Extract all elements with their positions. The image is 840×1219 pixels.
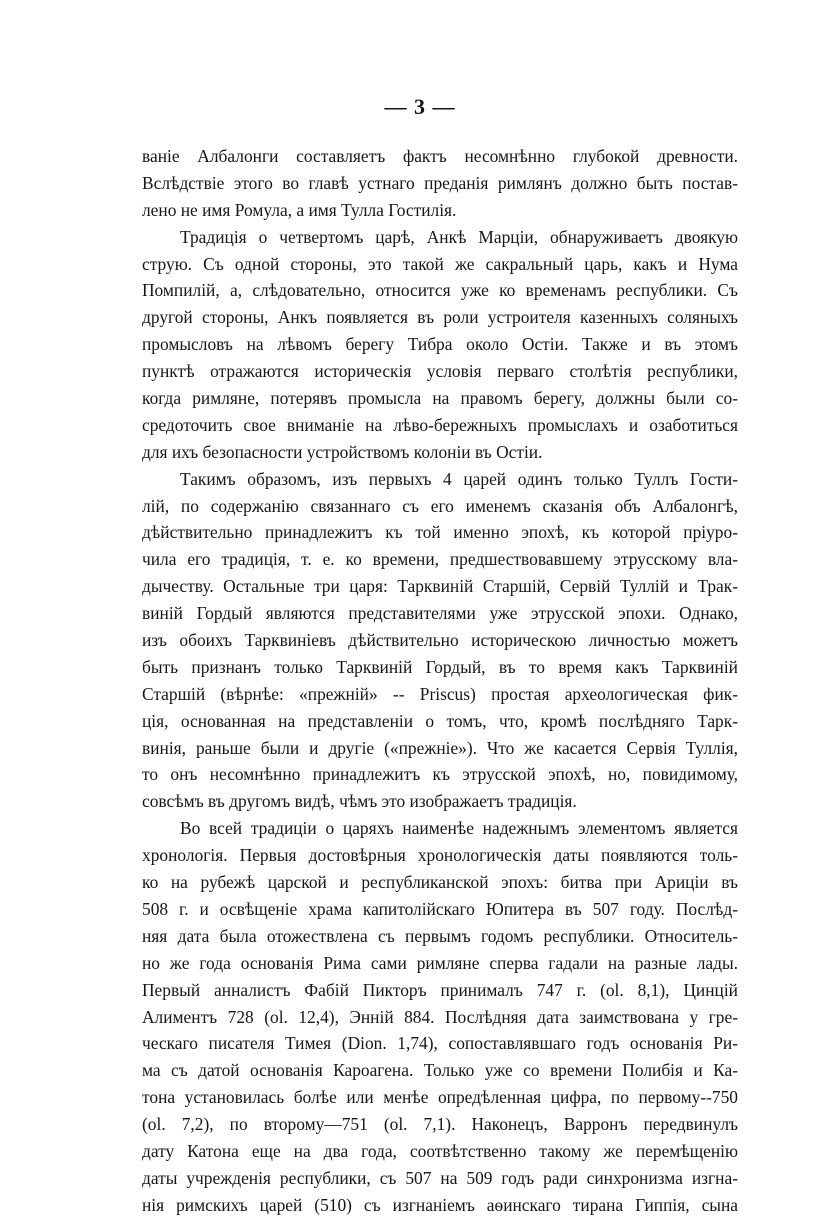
text-line: няя дата была отожествлена съ первымъ годомъ республики. Относитель-: [142, 925, 738, 946]
text-line: дату Катона еще на два года, соотвѣтственно такому же перемѣщенію: [142, 1140, 738, 1161]
text-line: ція, основанная на представленіи о томъ, что, кромѣ послѣдняго Тарк-: [142, 710, 738, 731]
text-line: лено не имя Ромула, а имя Тулла Гостилія.: [142, 199, 457, 220]
text-line: винія, раньше были и другіе («прежніе»). Что же касается Сервія Туллія,: [142, 737, 738, 758]
text-line: быть признанъ только Тарквиній Гордый, въ то время какъ Тарквиній: [142, 656, 738, 677]
text-line: промысловъ на лѣвомъ берегу Тибра около Остіи. Также и въ этомъ: [142, 334, 738, 355]
text-line: 508 г. и освѣщеніе храма капитолійскаго Юпитера въ 507 году. Послѣд-: [142, 898, 738, 919]
text-line: изъ обоихъ Тарквиніевъ дѣйствительно историческою личностью можетъ: [142, 630, 738, 651]
text-line: виній Гордый являются представителями уже этрусской эпохи. Однако,: [142, 603, 738, 624]
text-line: Первый анналистъ Фабій Пикторъ принималъ 747 г. (ol. 8,1), Цинцій: [142, 979, 738, 1000]
text-line: то онъ несомнѣнно принадлежитъ къ этрусской эпохѣ, но, повидимому,: [142, 764, 738, 785]
text-line: хронологія. Первыя достовѣрныя хронологическія даты появляются толь-: [142, 845, 738, 866]
text-line: нія римскихъ царей (510) съ изгнаніемъ аѳинскаго тирана Гиппія, сына: [142, 1194, 738, 1215]
text-line: лій, по содержанію связаннаго съ его именемъ сказанія объ Албалонгѣ,: [142, 495, 738, 516]
text-line: струю. Съ одной стороны, это такой же сакральный царь, какъ и Нума: [142, 253, 738, 274]
text-line: ко на рубежѣ царской и республиканской эпохъ: битва при Ариціи въ: [142, 872, 738, 893]
text-line: даты учрежденія республики, съ 507 на 509 годъ ради синхронизма изгна-: [142, 1167, 738, 1188]
text-line: но же года основанія Рима сами римляне сперва гадали на разные лады.: [142, 952, 738, 973]
text-line: Помпилій, а, слѣдовательно, относится уже ко временамъ республики. Съ: [142, 280, 738, 301]
text-line: ческаго писателя Тимея (Dion. 1,74), сопоставлявшаго годъ основанія Ри-: [142, 1033, 738, 1054]
text-line: пунктѣ отражаются историческія условія перваго столѣтія республики,: [142, 361, 738, 382]
text-line: (ol. 7,2), по второму—751 (ol. 7,1). Наконецъ, Варронъ передвинулъ: [142, 1114, 738, 1135]
text-line: для ихъ безопасности устройствомъ колоніи въ Остіи.: [142, 441, 543, 462]
text-line: Старшій (вѣрнѣе: «прежній» -- Priscus) простая археологическая фик-: [142, 683, 738, 704]
paragraph-start-line: Такимъ образомъ, изъ первыхъ 4 царей одинъ только Туллъ Гости-: [180, 468, 738, 489]
text-line: Алиментъ 728 (ol. 12,4), Энній 884. Послѣдняя дата заимствована у гре-: [142, 1006, 738, 1027]
text-line: чила его традиція, т. е. ко времени, предшествовавшему этрусскому вла-: [142, 549, 738, 570]
text-line: средоточить свое вниманіе на лѣво-бережныхъ промыслахъ и озаботиться: [142, 414, 738, 435]
text-line: Вслѣдствіе этого во главѣ устнаго преданія римлянъ должно быть постав-: [142, 172, 738, 193]
paragraph-start-line: Традиція о четвертомъ царѣ, Анкѣ Марціи, обнаруживаетъ двоякую: [180, 226, 738, 247]
text-line: ма съ датой основанія Кароагена. Только уже со времени Полибія и Ка-: [142, 1060, 738, 1081]
text-line: ваніе Албалонги составляетъ фактъ несомнѣнно глубокой древности.: [142, 146, 738, 166]
text-line: дѣйствительно принадлежитъ къ той именно эпохѣ, къ которой пріуро-: [142, 522, 738, 543]
text-line: дычеству. Остальные три царя: Тарквиній Старшій, Сервій Туллій и Трак-: [142, 576, 738, 597]
paragraph-start-line: Во всей традиціи о царяхъ наименѣе надежнымъ элементомъ является: [180, 818, 738, 839]
body-text: [142, 143, 738, 1219]
page-number: — 3 —: [384, 94, 456, 119]
text-line: когда римляне, потерявъ промысла на правомъ берегу, должны были со-: [142, 388, 738, 409]
text-line: совсѣмъ въ другомъ видѣ, чѣмъ это изображаетъ традиція.: [142, 791, 577, 812]
text-line: другой стороны, Анкъ появляется въ роли устроителя казенныхъ соляныхъ: [142, 307, 738, 328]
text-line: тона установилась болѣе или менѣе опредѣленная цифра, по первому--750: [142, 1087, 738, 1108]
